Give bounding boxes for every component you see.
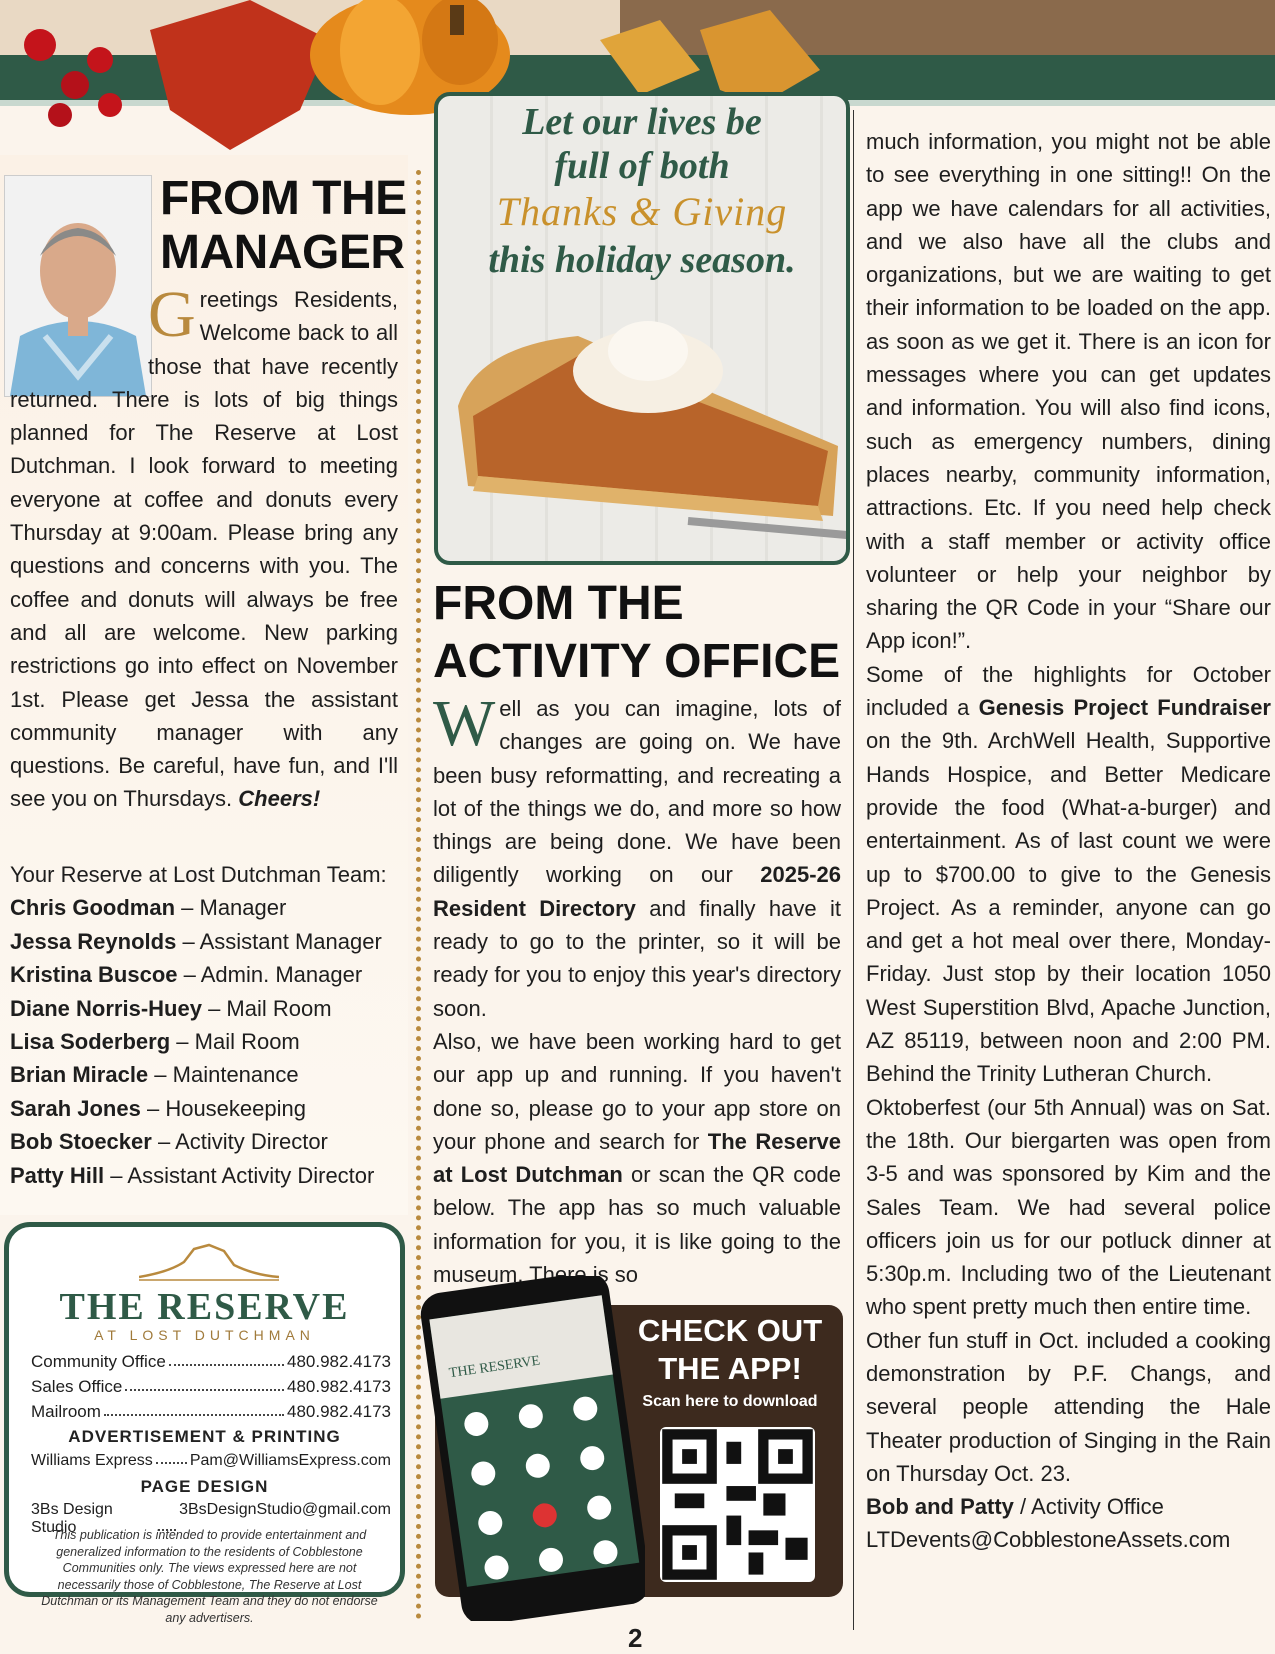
right-paragraph-4: Other fun stuff in Oct. included a cooking demonstration by P.F. Changs, and several people attending the Hale Theater production of Singing in the Rain on Thursday Oct. 23. [866, 1327, 1271, 1486]
phone-brand: THE RESERVE [448, 1353, 542, 1382]
team-member: Jessa Reynolds – Assistant Manager [10, 928, 382, 954]
page-design-row: 3Bs Design Studio 3BsDesignStudio@gmail.com [31, 1501, 391, 1536]
activity-heading-line2: ACTIVITY OFFICE [433, 635, 841, 688]
team-member: Bob Stoecker – Activity Director [10, 1129, 328, 1155]
team-member: Diane Norris-Huey – Mail Room [10, 995, 332, 1021]
manager-heading [160, 172, 410, 280]
contact-row: Community Office 480.982.4173 [31, 1352, 391, 1371]
team-member: Brian Miracle – Maintenance [10, 1062, 299, 1088]
mountain-logo-icon [139, 1237, 279, 1282]
disclaimer: This publication is intended to provide entertainment and generalized information to the residents of Cobblestone Communities only. The views expressed here are not necessarily those of Cobblestone, The Reserve at Lost Dutchman or its Management Team and they do not endorse any advertisers. [41, 1528, 378, 1625]
right-paragraph-1: much information, you might not be able to see everything in one sitting!! On the app we have calendars for all activities, and we also have all the clubs and organizations, but we are waiting to get their information to be loaded on the app. as soon as we get it. There is an icon for messages where you can get updates and information. You will also find icons, such as emergency numbers, dining places nearby, community information, attractions. Etc. If you need help check with a staff member or activity office volunteer or help your neighbor by sharing the QR Code in your “Share our App icon!”. [866, 129, 1271, 654]
contact-row: Sales Office 480.982.4173 [31, 1377, 391, 1396]
reserve-info-box [4, 1222, 405, 1625]
manager-letter-text: reetings Residents, Welcome back to all those that have recently returned. There is lots of big things planned for The Reserve at Lost Dutchman. I look forward to meeting everyone at coffee and donuts every Thursday at 9:00am. Please bring any questions and concerns with you. The coffee and donuts will always be free and all are welcome. New parking restrictions go into effect on November 1st. Please get Jessa the assistant community manager with any questions. Be careful, have fun, and I'll see you on Thursdays. [10, 287, 398, 812]
contact-email[interactable]: LTDevents@CobblestoneAssets.com [866, 1527, 1231, 1553]
team-member: Chris Goodman – Manager [10, 895, 287, 921]
thanksgiving-promo [434, 92, 850, 565]
app-ad-line1: CHECK OUT [637, 1313, 823, 1348]
activity-heading-line1: FROM THE [433, 577, 684, 630]
activity-article: Well as you can imagine, lots of changes are going on. We have been busy reformatting, and recreating a lot of the things we do, and more so how things are being done. We have been diligently working on our 2025-26 Resident Directory and finally have it ready to go to the printer, so it will be ready for you to enjoy this year's directory soon. Also, we have been working hard to get our app up and running. If you haven't done so, please go to your app store on your phone and search for The Reserve at Lost Dutchman or scan the QR code below. The app has so much valuable information for you, it is like going to the museum. There is so [433, 687, 841, 1288]
right-paragraph-3: Oktoberfest (our 5th Annual) was on Sat. the 18th. Our biergarten was open from 3-5 and was sponsored by Kim and the Sales Team. We had several police officers join us for our potluck dinner at 5:30p.m. Including two of the Lieutenant who spent pretty much then entire time. [866, 1094, 1271, 1320]
page-number: 2 [628, 1623, 643, 1653]
qr-code-icon[interactable] [660, 1427, 815, 1582]
contact-row: Mailroom 480.982.4173 [31, 1402, 391, 1421]
advertisement-heading: ADVERTISEMENT & PRINTING [68, 1427, 341, 1446]
advertisement-row: Williams Express Pam@WilliamsExpress.com [31, 1452, 391, 1469]
team-member: Lisa Soderberg – Mail Room [10, 1029, 300, 1055]
app-ad-line2: THE APP! [658, 1351, 802, 1386]
page-design-heading: PAGE DESIGN [140, 1477, 269, 1496]
manager-signoff: Cheers! [238, 786, 321, 812]
activity-heading [433, 575, 853, 691]
pumpkin-pie-icon [438, 296, 846, 561]
manager-heading-line2: MANAGER [160, 226, 405, 279]
app-ad-line3: Scan here to download [642, 1393, 818, 1410]
team-list [10, 858, 410, 1192]
team-member: Kristina Buscoe – Admin. Manager [10, 962, 363, 988]
promo-line4: this holiday season. [488, 239, 796, 281]
right-paragraph-2: Some of the highlights for October included a Genesis Project Fundraiser on the 9th. ArchWell Health, Supportive Hands Hospice, and Better Medicare provide the food (What-a-burger) and entertainment. As of last count we were up to $700.00 to give to the Genesis Project. As a reminder, anyone can go and get a hot meal over there, Monday-Friday. Just stop by their location 1050 West Superstition Blvd, Apache Junction, AZ 85119, between noon and 2:00 PM. Behind the Trinity Lutheran Church. [866, 661, 1271, 1087]
team-member: Sarah Jones – Housekeeping [10, 1095, 306, 1121]
activity-article-continued [866, 125, 1271, 1557]
activity-dropcap: W [433, 687, 496, 760]
team-heading: Your Reserve at Lost Dutchman Team: [10, 862, 387, 887]
promo-line1: Let our lives be [522, 101, 762, 143]
manager-heading-line1: FROM THE [160, 172, 407, 225]
column-rule [853, 110, 854, 1630]
promo-line2: full of both [554, 145, 730, 187]
signature: Bob and Patty / Activity Office [866, 1494, 1164, 1520]
reserve-subtitle: AT LOST DUTCHMAN [94, 1327, 315, 1343]
smartphone-icon [420, 1276, 645, 1621]
promo-line3: Thanks & Giving [496, 189, 788, 234]
manager-letter [10, 278, 398, 816]
team-member: Patty Hill – Assistant Activity Director [10, 1162, 375, 1188]
manager-dropcap: G [148, 278, 196, 351]
reserve-brand: THE RESERVE [59, 1286, 350, 1328]
